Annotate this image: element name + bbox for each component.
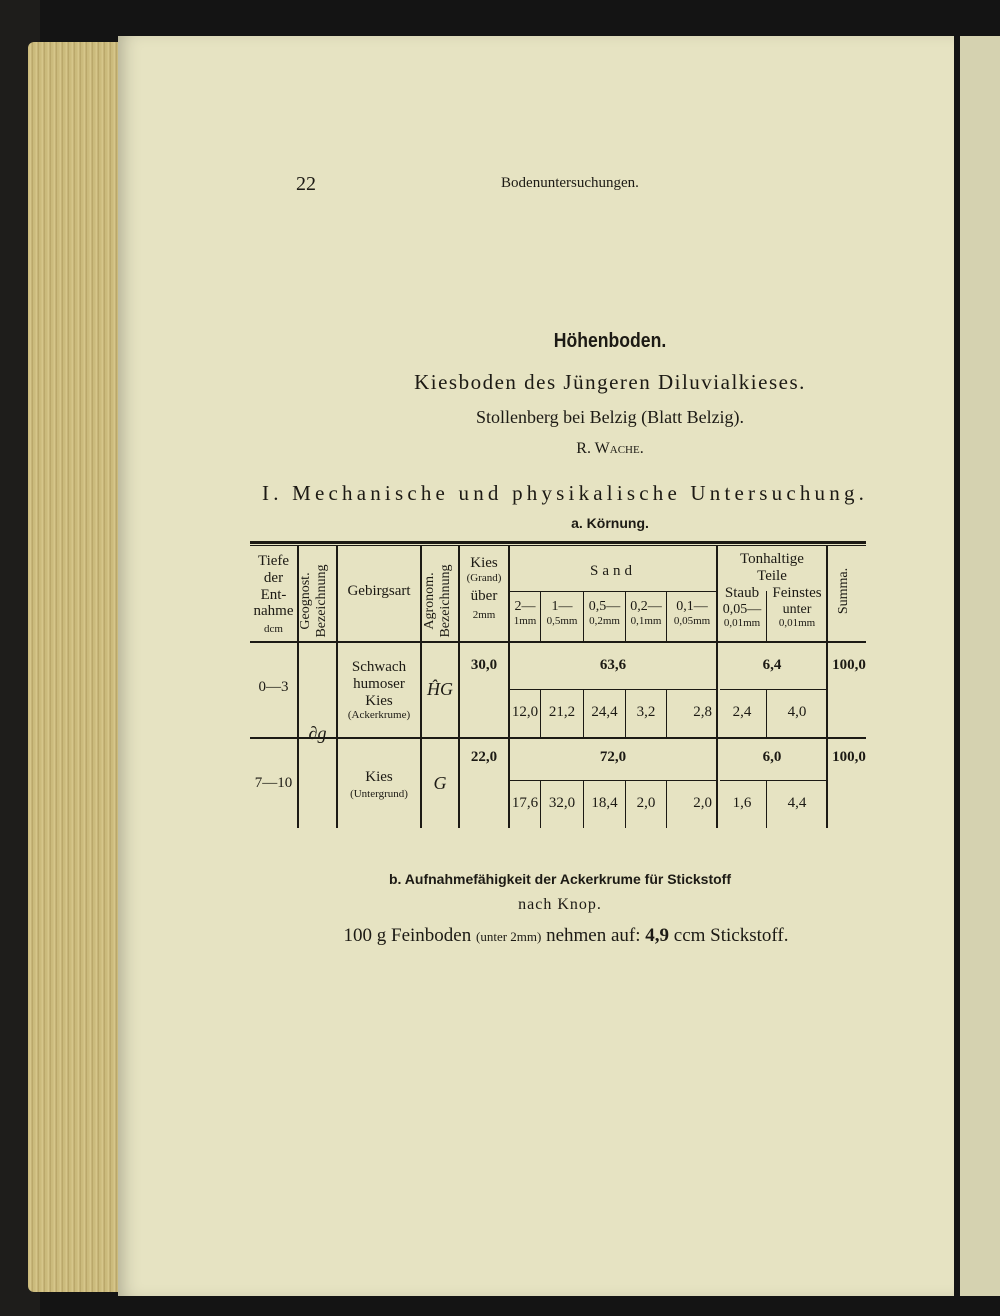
nitrogen-heading: b. Aufnahmefähigkeit der Ackerkrume für Stickstoff [388, 871, 732, 887]
header-kies: Kies (Grand) über 2mm [466, 555, 502, 621]
header-staub: Staub 0,05— 0,01mm [722, 585, 762, 630]
header-tonhaltige: Tonhaltige Teile [740, 551, 804, 584]
page-edges [28, 42, 132, 1292]
header-gebirgsart: Gebirgsart [347, 583, 411, 599]
row2-sand-total: 72,0 [599, 749, 627, 765]
row1-staub: 2,4 [732, 704, 752, 720]
nitrogen-result: 100 g Feinboden (unter 2mm) nehmen auf: 4,9 ccm Stickstoff. [343, 925, 789, 946]
row2-depth: 7—10 [254, 775, 293, 791]
header-sand-02-01: 0,2— 0,1mm [630, 599, 662, 627]
row1-sand-2-1: 12,0 [511, 704, 539, 720]
row2-feinstes: 4,4 [787, 795, 807, 811]
running-head: Bodenuntersuchungen. [501, 175, 639, 191]
investigation-heading: I. Mechanische und physikalische Untersuchung. [262, 481, 869, 505]
row2-ton-total: 6,0 [762, 749, 782, 765]
row2-sand-1-05: 32,0 [548, 795, 576, 811]
soil-subtitle: Kiesboden des Jüngeren Diluvialkieses. [414, 370, 806, 394]
row1-sand-01-005: 2,8 [693, 704, 712, 720]
header-sand-2-1: 2— 1mm [513, 599, 537, 627]
row1-ton-total: 6,4 [762, 657, 782, 673]
row2-staub: 1,6 [732, 795, 752, 811]
header-agronom: Agronom. Bezeichnung [422, 564, 453, 638]
row2-summa: 100,0 [832, 749, 866, 765]
row1-summa: 100,0 [832, 657, 866, 673]
author-line: R. Wache. [576, 440, 644, 457]
geognost-dg-icon: ∂g [308, 723, 327, 743]
row1-depth: 0—3 [258, 679, 289, 695]
header-tiefe: Tiefe der Ent- nahme [253, 553, 294, 620]
row1-sand-total: 63,6 [599, 657, 627, 673]
header-feinstes: Feinstes unter 0,01mm [772, 585, 822, 630]
row1-sand-05-02: 24,4 [591, 704, 618, 720]
location-line: Stollenberg bei Belzig (Blatt Belzig). [475, 407, 745, 427]
row1-sand-02-01: 3,2 [636, 704, 656, 720]
row1-feinstes: 4,0 [787, 704, 807, 720]
page-number: 22 [296, 173, 316, 195]
section-title: Höhenboden. [553, 330, 667, 352]
row2-kies: 22,0 [470, 749, 498, 765]
header-sand: Sand [590, 563, 636, 579]
header-sand-05-02: 0,5— 0,2mm [588, 599, 621, 627]
header-tiefe-unit: dcm [264, 623, 283, 635]
row1-kies: 30,0 [470, 657, 498, 673]
row2-gebirgsart: Kies (Untergrund) [350, 769, 408, 800]
row1-agronom-hg-icon: ĤG [427, 679, 453, 699]
row2-sand-02-01: 2,0 [636, 795, 656, 811]
grain-size-heading: a. Körnung. [571, 515, 649, 531]
row1-sand-1-05: 21,2 [548, 704, 576, 720]
row1-gebirgsart: Schwach humoser Kies (Ackerkrume) [347, 659, 411, 722]
header-sand-1-05: 1— 0,5mm [546, 599, 578, 627]
next-page-edge [960, 36, 1000, 1296]
header-sand-01-005: 0,1— 0,05mm [673, 599, 711, 627]
method-line: nach Knop. [518, 896, 602, 913]
row2-agronom-g-icon: G [433, 773, 447, 793]
header-summa: Summa. [836, 567, 851, 615]
grain-size-table [250, 541, 870, 831]
row2-sand-05-02: 18,4 [591, 795, 618, 811]
row2-sand-2-1: 17,6 [511, 795, 539, 811]
header-geognost: Geognost. Bezeichnung [298, 564, 329, 638]
row2-sand-01-005: 2,0 [693, 795, 712, 811]
